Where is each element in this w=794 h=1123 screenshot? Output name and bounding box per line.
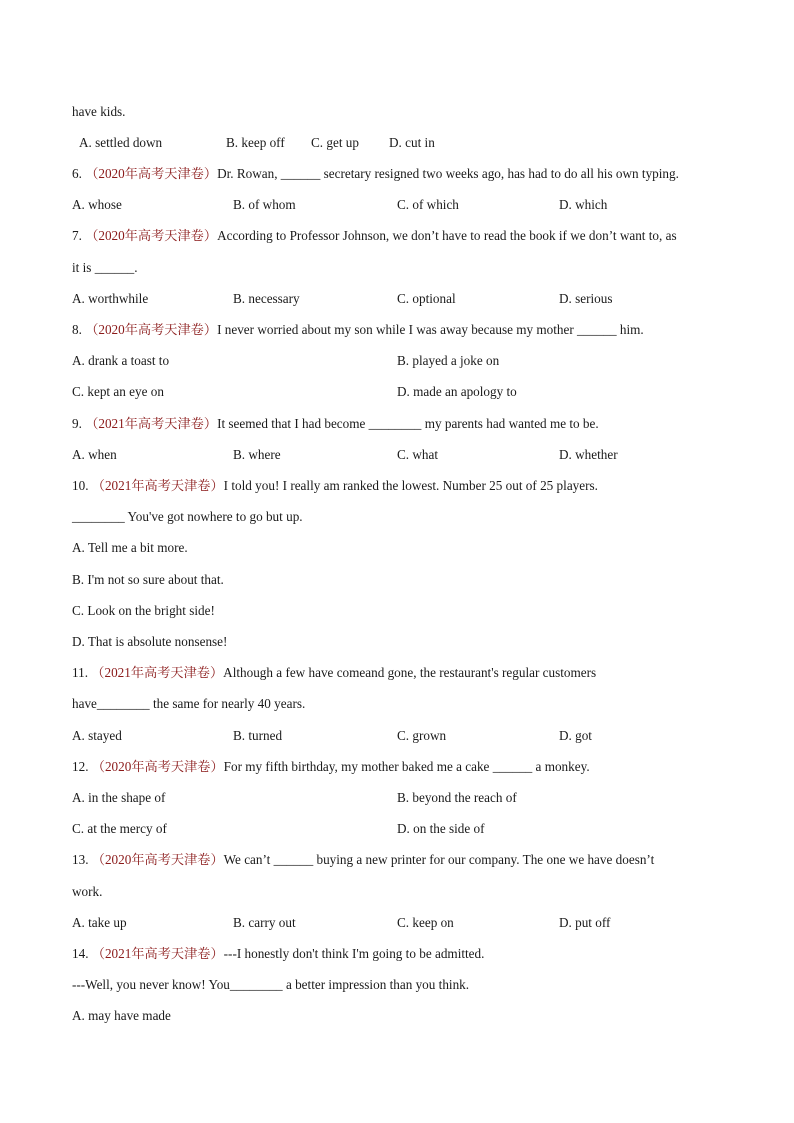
q13-option-c: C. keep on: [397, 915, 454, 930]
question-text: I never worried about my son while I was away because my mother ______ him.: [217, 322, 644, 337]
source-tag: （2021年高考天津卷）: [91, 946, 224, 961]
question-text: We can’t ______ buying a new printer for our company. The one we have doesn’t: [223, 852, 655, 867]
question-7: [72, 226, 677, 246]
question-number: 8.: [72, 322, 82, 337]
q11-option-a: A. stayed: [72, 728, 122, 743]
question-text: Although a few have comeand gone, the restaurant's regular customers: [223, 665, 597, 680]
q13-option-b: B. carry out: [233, 915, 296, 930]
q8-option-d: D. made an apology to: [397, 384, 517, 399]
q9-option-a: A. when: [72, 447, 117, 462]
q13-option-a: A. take up: [72, 915, 127, 930]
q8-option-b: B. played a joke on: [397, 353, 500, 368]
question-number: 9.: [72, 416, 82, 431]
question-number: 6.: [72, 166, 82, 181]
q11-option-c: C. grown: [397, 728, 447, 743]
q8-option-a: A. drank a toast to: [72, 353, 170, 368]
question-number: 7.: [72, 228, 82, 243]
q7-option-b: B. necessary: [233, 291, 300, 306]
question-text: Dr. Rowan, ______ secretary resigned two weeks ago, has had to do all his own typing.: [217, 166, 679, 181]
q14-option-a: A. may have made: [72, 1008, 171, 1023]
q10-option-d: D. That is absolute nonsense!: [72, 634, 228, 649]
q6-option-a: A. whose: [72, 197, 122, 212]
question-11-continuation: have________ the same for nearly 40 years.: [72, 696, 306, 711]
source-tag: （2020年高考天津卷）: [85, 166, 218, 181]
question-text: ---I honestly don't think I'm going to be admitted.: [223, 946, 485, 961]
question-6: [72, 164, 679, 184]
source-tag: （2021年高考天津卷）: [91, 665, 224, 680]
question-12: [72, 757, 590, 777]
q9-option-b: B. where: [233, 447, 281, 462]
q10-option-c: C. Look on the bright side!: [72, 603, 215, 618]
question-13-continuation: work.: [72, 884, 103, 899]
question-number: 14.: [72, 946, 89, 961]
question-text: It seemed that I had become ________ my parents had wanted me to be.: [217, 416, 599, 431]
q12-option-a: A. in the shape of: [72, 790, 166, 805]
question-14-continuation: ---Well, you never know! You________ a better impression than you think.: [72, 977, 470, 992]
q7-option-a: A. worthwhile: [72, 291, 149, 306]
source-tag: （2020年高考天津卷）: [85, 228, 218, 243]
source-tag: （2020年高考天津卷）: [91, 852, 224, 867]
question-13: [72, 850, 654, 870]
question-5-continuation: have kids.: [72, 104, 126, 119]
q5-option-a: A. settled down: [79, 135, 163, 150]
q9-option-c: C. what: [397, 447, 439, 462]
source-tag: （2020年高考天津卷）: [91, 759, 224, 774]
q12-option-b: B. beyond the reach of: [397, 790, 517, 805]
question-number: 10.: [72, 478, 89, 493]
q11-option-b: B. turned: [233, 728, 283, 743]
question-number: 13.: [72, 852, 89, 867]
q11-option-d: D. got: [559, 728, 592, 743]
question-8: [72, 320, 644, 340]
q8-option-c: C. kept an eye on: [72, 384, 164, 399]
source-tag: （2021年高考天津卷）: [85, 416, 218, 431]
question-text: According to Professor Johnson, we don’t have to read the book if we don’t want to, as: [217, 228, 677, 243]
q5-option-c: C. get up: [311, 135, 359, 150]
source-tag: （2020年高考天津卷）: [85, 322, 218, 337]
question-7-continuation: it is ______.: [72, 260, 138, 275]
question-14: [72, 944, 484, 964]
q9-option-d: D. whether: [559, 447, 618, 462]
question-number: 12.: [72, 759, 89, 774]
source-tag: （2021年高考天津卷）: [91, 478, 224, 493]
q13-option-d: D. put off: [559, 915, 611, 930]
q5-option-d: D. cut in: [389, 135, 435, 150]
q7-option-c: C. optional: [397, 291, 456, 306]
q5-option-b: B. keep off: [226, 135, 285, 150]
question-10-continuation: ________ You've got nowhere to go but up.: [72, 509, 303, 524]
q6-option-c: C. of which: [397, 197, 459, 212]
q10-option-b: B. I'm not so sure about that.: [72, 572, 224, 587]
question-11: [72, 663, 596, 683]
q10-option-a: A. Tell me a bit more.: [72, 540, 188, 555]
q12-option-d: D. on the side of: [397, 821, 485, 836]
question-text: For my fifth birthday, my mother baked me a cake ______ a monkey.: [223, 759, 590, 774]
question-9: [72, 414, 599, 434]
question-10: [72, 476, 598, 496]
q6-option-b: B. of whom: [233, 197, 296, 212]
question-text: I told you! I really am ranked the lowest. Number 25 out of 25 players.: [223, 478, 598, 493]
question-number: 11.: [72, 665, 88, 680]
q12-option-c: C. at the mercy of: [72, 821, 167, 836]
q6-option-d: D. which: [559, 197, 608, 212]
q7-option-d: D. serious: [559, 291, 613, 306]
